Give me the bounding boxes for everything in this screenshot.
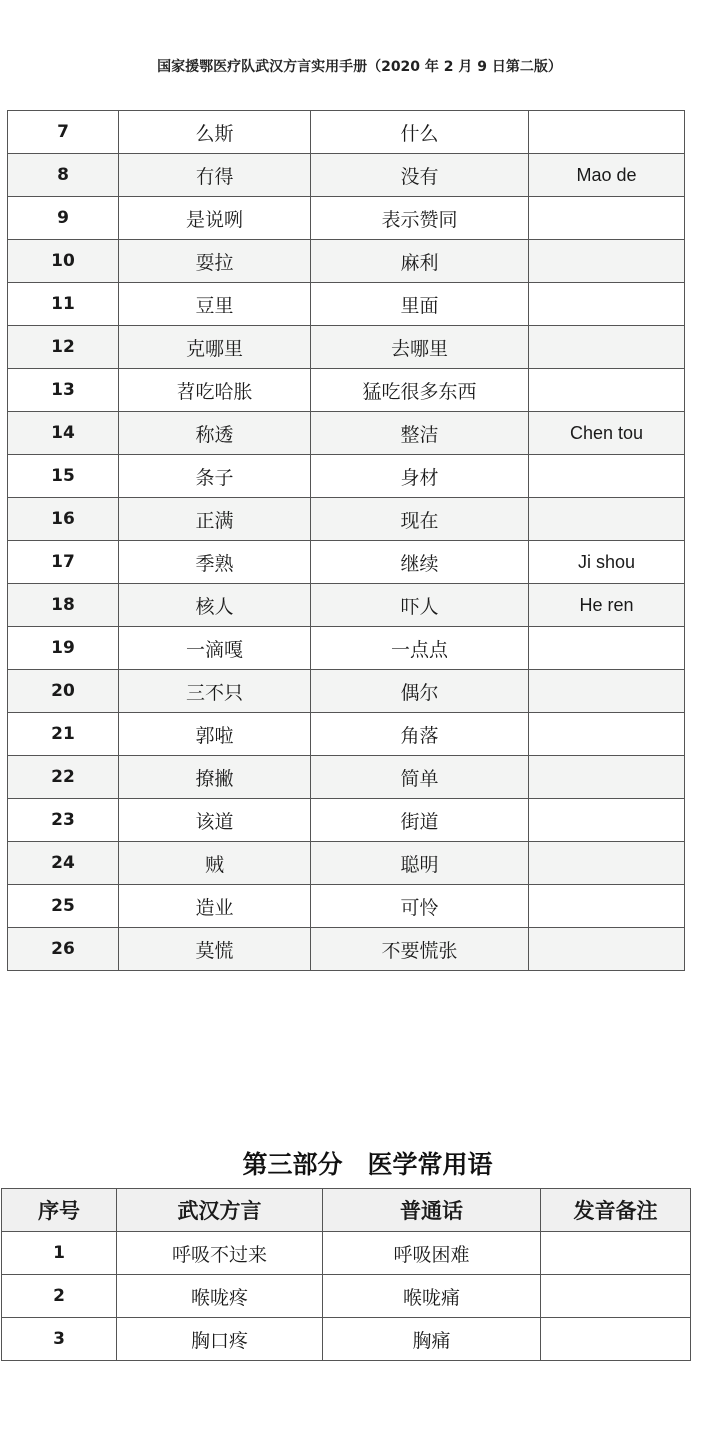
row-number: 1	[2, 1232, 117, 1275]
pronunciation-cell: Mao de	[529, 154, 685, 197]
table-row	[8, 111, 685, 154]
pronunciation-cell	[529, 885, 685, 928]
table-row	[2, 1318, 691, 1361]
mandarin-cell: 麻利	[311, 240, 529, 283]
table-row	[8, 326, 685, 369]
pronunciation-cell	[529, 842, 685, 885]
mandarin-cell: 现在	[311, 498, 529, 541]
dialect-cell: 撩撇	[119, 756, 311, 799]
dialect-cell: 核人	[119, 584, 311, 627]
table-row	[8, 713, 685, 756]
row-number: 20	[8, 670, 119, 713]
dialect-cell: 郭啦	[119, 713, 311, 756]
table-row	[8, 799, 685, 842]
row-number: 18	[8, 584, 119, 627]
mandarin-cell: 没有	[311, 154, 529, 197]
pronunciation-cell	[541, 1232, 691, 1275]
row-number: 2	[2, 1275, 117, 1318]
table-row	[8, 670, 685, 713]
mandarin-cell: 吓人	[311, 584, 529, 627]
table-row	[2, 1275, 691, 1318]
header-num: 序号	[2, 1189, 117, 1232]
pronunciation-cell: Chen tou	[529, 412, 685, 455]
row-number: 16	[8, 498, 119, 541]
mandarin-cell: 什么	[311, 111, 529, 154]
mandarin-cell: 去哪里	[311, 326, 529, 369]
pronunciation-cell	[529, 928, 685, 971]
table-row	[2, 1232, 691, 1275]
dialect-cell: 贼	[119, 842, 311, 885]
pronunciation-cell	[529, 369, 685, 412]
document-header: 国家援鄂医疗队武汉方言实用手册（2020 年 2 月 9 日第二版）	[157, 59, 562, 75]
table-row	[8, 627, 685, 670]
pronunciation-cell: Ji shou	[529, 541, 685, 584]
mandarin-cell: 聪明	[311, 842, 529, 885]
mandarin-cell: 街道	[311, 799, 529, 842]
header-dialect: 武汉方言	[117, 1189, 323, 1232]
row-number: 14	[8, 412, 119, 455]
mandarin-cell: 简单	[311, 756, 529, 799]
dialect-cell: 克哪里	[119, 326, 311, 369]
pronunciation-cell	[529, 713, 685, 756]
mandarin-cell: 可怜	[311, 885, 529, 928]
section-title: 第三部分 医学常用语	[242, 1150, 493, 1179]
mandarin-cell: 偶尔	[311, 670, 529, 713]
dialect-cell: 三不只	[119, 670, 311, 713]
pronunciation-cell	[541, 1275, 691, 1318]
mandarin-cell: 胸痛	[323, 1318, 541, 1361]
dialect-cell: 造业	[119, 885, 311, 928]
row-number: 15	[8, 455, 119, 498]
dialect-cell: 么斯	[119, 111, 311, 154]
mandarin-cell: 一点点	[311, 627, 529, 670]
pronunciation-cell	[541, 1318, 691, 1361]
header-mandarin: 普通话	[323, 1189, 541, 1232]
row-number: 11	[8, 283, 119, 326]
table-row	[8, 412, 685, 455]
dialect-cell: 莫慌	[119, 928, 311, 971]
pronunciation-cell	[529, 455, 685, 498]
table-row	[8, 541, 685, 584]
table-row	[8, 756, 685, 799]
row-number: 22	[8, 756, 119, 799]
pronunciation-cell	[529, 240, 685, 283]
row-number: 7	[8, 111, 119, 154]
pronunciation-cell: He ren	[529, 584, 685, 627]
mandarin-cell: 身材	[311, 455, 529, 498]
dialect-cell: 耍拉	[119, 240, 311, 283]
mandarin-cell: 不要慌张	[311, 928, 529, 971]
row-number: 25	[8, 885, 119, 928]
dialect-cell: 呼吸不过来	[117, 1232, 323, 1275]
row-number: 26	[8, 928, 119, 971]
pronunciation-cell	[529, 756, 685, 799]
medical-terms-table	[1, 1188, 691, 1361]
dialect-cell: 正满	[119, 498, 311, 541]
dialect-cell: 条子	[119, 455, 311, 498]
table-row	[8, 455, 685, 498]
mandarin-cell: 表示赞同	[311, 197, 529, 240]
table-row	[8, 584, 685, 627]
medical-terms-table-body	[2, 1189, 691, 1361]
dialect-cell: 季熟	[119, 541, 311, 584]
table-row	[8, 369, 685, 412]
row-number: 3	[2, 1318, 117, 1361]
dialect-cell: 一滴嘎	[119, 627, 311, 670]
pronunciation-cell	[529, 326, 685, 369]
mandarin-cell: 猛吃很多东西	[311, 369, 529, 412]
row-number: 9	[8, 197, 119, 240]
mandarin-cell: 喉咙痛	[323, 1275, 541, 1318]
dialect-cell: 喉咙疼	[117, 1275, 323, 1318]
table-row	[8, 885, 685, 928]
dialect-cell: 苕吃哈胀	[119, 369, 311, 412]
dialect-cell: 是说咧	[119, 197, 311, 240]
mandarin-cell: 里面	[311, 283, 529, 326]
row-number: 12	[8, 326, 119, 369]
pronunciation-cell	[529, 799, 685, 842]
dialect-cell: 该道	[119, 799, 311, 842]
pronunciation-cell	[529, 498, 685, 541]
mandarin-cell: 整洁	[311, 412, 529, 455]
dialect-cell: 称透	[119, 412, 311, 455]
dialect-cell: 胸口疼	[117, 1318, 323, 1361]
row-number: 23	[8, 799, 119, 842]
table-row	[8, 240, 685, 283]
mandarin-cell: 角落	[311, 713, 529, 756]
row-number: 10	[8, 240, 119, 283]
table-row	[8, 498, 685, 541]
pronunciation-cell	[529, 111, 685, 154]
pronunciation-cell	[529, 670, 685, 713]
row-number: 8	[8, 154, 119, 197]
mandarin-cell: 继续	[311, 541, 529, 584]
row-number: 19	[8, 627, 119, 670]
table-row	[8, 154, 685, 197]
dialect-table	[7, 110, 685, 971]
table-row	[8, 928, 685, 971]
table-row	[8, 283, 685, 326]
header-pronunciation: 发音备注	[541, 1189, 691, 1232]
row-number: 17	[8, 541, 119, 584]
dialect-cell: 豆里	[119, 283, 311, 326]
dialect-cell: 冇得	[119, 154, 311, 197]
table-row	[8, 197, 685, 240]
row-number: 24	[8, 842, 119, 885]
table-row	[8, 842, 685, 885]
pronunciation-cell	[529, 197, 685, 240]
table-header-row	[2, 1189, 691, 1232]
row-number: 13	[8, 369, 119, 412]
pronunciation-cell	[529, 283, 685, 326]
pronunciation-cell	[529, 627, 685, 670]
mandarin-cell: 呼吸困难	[323, 1232, 541, 1275]
row-number: 21	[8, 713, 119, 756]
dialect-table-body	[8, 111, 685, 971]
